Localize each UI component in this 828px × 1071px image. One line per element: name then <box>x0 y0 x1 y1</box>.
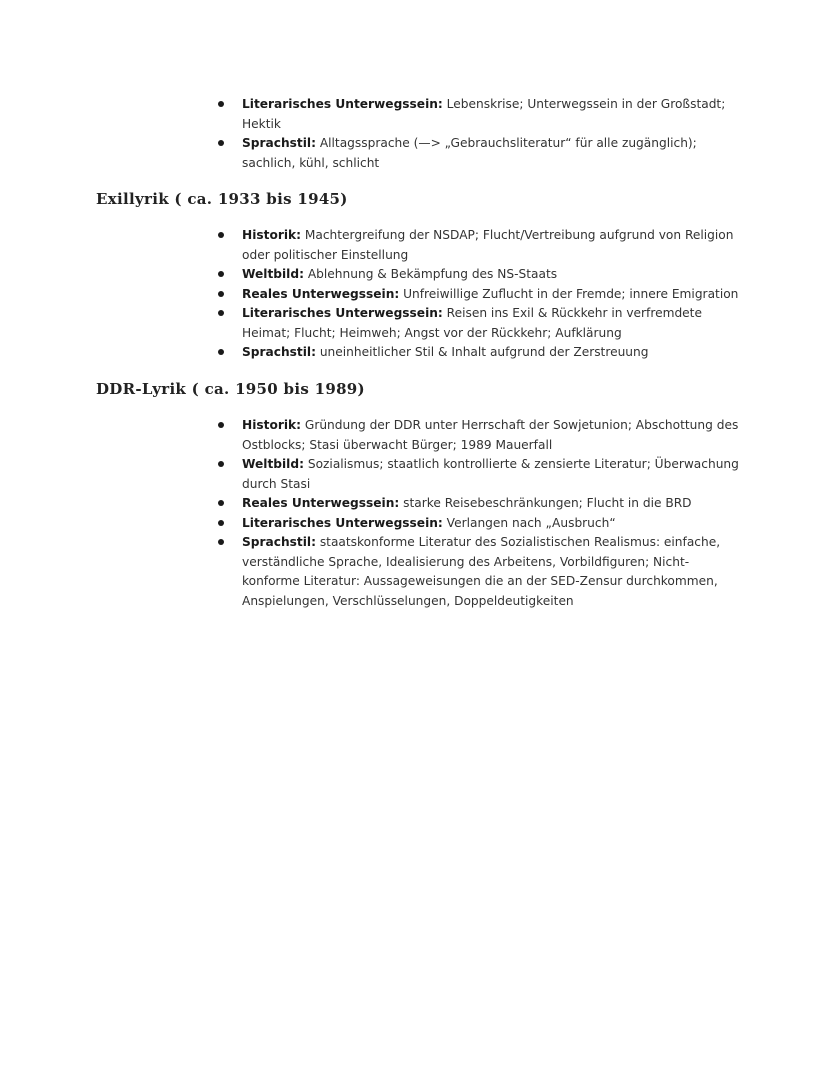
bullet-icon <box>218 349 224 355</box>
item-text: Reisen ins Exil & Rückkehr in verfremdete Heimat; Flucht; Heimweh; Angst vor der Rückkehr; Aufklärung <box>242 306 702 340</box>
item-text: Sozialismus; staatlich kontrollierte & zensierte Literatur; Überwachung durch Stasi <box>242 457 739 491</box>
bullet-icon <box>218 500 224 506</box>
item-label: Literarisches Unterwegssein: <box>242 306 443 320</box>
item-text: Alltagssprache (—> „Gebrauchsliteratur“ für alle zugänglich); sachlich, kühl, schlicht <box>242 136 697 170</box>
item-label: Literarisches Unterwegssein: <box>242 515 443 530</box>
section-continuation <box>0 95 742 173</box>
list-item <box>0 95 742 134</box>
list-item <box>0 304 742 343</box>
bullet-icon <box>218 310 224 316</box>
list-item <box>0 134 742 173</box>
list-item <box>0 416 742 455</box>
item-label: Reales Unterwegssein: <box>242 286 400 301</box>
item-text: Machtergreifung der NSDAP; Flucht/Vertreibung aufgrund von Religion oder politischer Einstellung <box>242 228 734 262</box>
item-text: staatskonforme Literatur des Sozialistischen Realismus: einfache, verständliche Sprache, Idealisierung des Arbeitens, Vorbildfiguren; Nicht-konforme Literatur: Aussageweisungen die an der SED-Zensur durchkommen, Anspielungen, Verschlüsselungen, Doppeldeutigkeiten <box>242 535 721 608</box>
item-text: Lebenskrise; Unterwegssein in der Großstadt; Hektik <box>242 97 726 131</box>
list-item <box>0 455 742 494</box>
list-item <box>0 514 742 534</box>
bullet-list <box>0 226 742 363</box>
bullet-list <box>0 416 742 611</box>
section-exillyrik <box>0 226 742 363</box>
section-ddr-lyrik <box>0 416 742 611</box>
item-label: Sprachstil: <box>242 345 316 359</box>
item-label: Sprachstil: <box>242 136 316 150</box>
bullet-icon <box>218 232 224 238</box>
bullet-icon <box>218 520 224 526</box>
item-label: Sprachstil: <box>242 535 316 549</box>
item-label: Historik: <box>242 418 301 432</box>
item-label: Literarisches Unterwegssein: <box>242 97 443 111</box>
bullet-icon <box>218 461 224 467</box>
item-label: Reales Unterwegssein: <box>242 496 400 510</box>
list-item <box>0 265 742 285</box>
item-text: starke Reisebeschränkungen; Flucht in die BRD <box>399 496 692 510</box>
bullet-icon <box>218 422 224 428</box>
item-text: Gründung der DDR unter Herrschaft der Sowjetunion; Abschottung des Ostblocks; Stasi überwacht Bürger; 1989 Mauerfall <box>242 418 739 452</box>
bullet-icon <box>218 140 224 146</box>
bullet-list <box>0 95 742 173</box>
section-heading-ddr-lyrik: DDR-Lyrik ( ca. 1950 bis 1989) <box>96 380 365 398</box>
item-text: Verlangen nach „Ausbruch“ <box>442 515 616 530</box>
list-item <box>0 533 742 611</box>
item-text: uneinheitlicher Stil & Inhalt aufgrund der Zerstreuung <box>315 345 649 359</box>
bullet-icon <box>218 291 224 297</box>
bullet-icon <box>218 539 224 545</box>
list-item <box>0 285 742 305</box>
list-item <box>0 226 742 265</box>
section-heading-exillyrik: Exillyrik ( ca. 1933 bis 1945) <box>96 190 348 208</box>
bullet-icon <box>218 101 224 107</box>
item-text: Unfreiwillige Zuflucht in der Fremde; innere Emigration <box>399 286 739 301</box>
item-label: Historik: <box>242 228 301 242</box>
item-label: Weltbild: <box>242 457 304 471</box>
item-label: Weltbild: <box>242 267 304 281</box>
list-item <box>0 343 742 363</box>
bullet-icon <box>218 271 224 277</box>
list-item <box>0 494 742 514</box>
item-text: Ablehnung & Bekämpfung des NS-Staats <box>303 267 558 281</box>
